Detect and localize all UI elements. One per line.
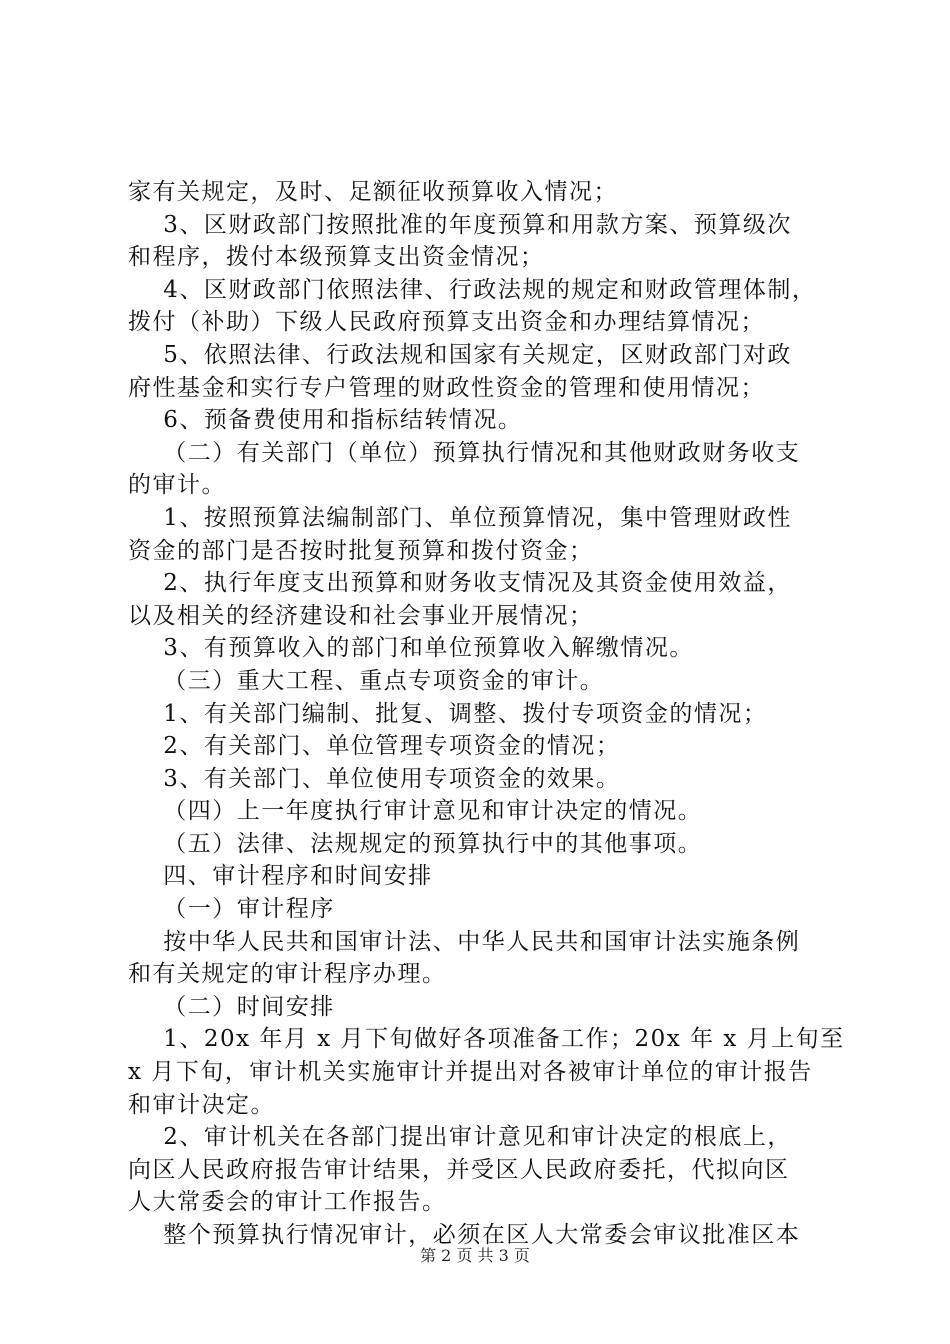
- text-line: （二）时间安排: [128, 993, 335, 1020]
- text-line: 2、执行年度支出预算和财务收支情况及其资金使用效益，: [128, 570, 792, 597]
- text-line: 以及相关的经济建设和社会事业开展情况；: [128, 602, 594, 629]
- text-line: （二）有关部门（单位）预算执行情况和其他财政财务收支: [128, 439, 801, 466]
- text-line: 家有关规定，及时、足额征收预算收入情况；: [128, 179, 618, 205]
- text-line: 四、审计程序和时间安排: [128, 863, 433, 890]
- text-line: 整个预算执行情况审计，必须在区人大常委会审议批准区本: [128, 1222, 801, 1248]
- text-line: 1、有关部门编制、批复、调整、拨付专项资金的情况；: [128, 700, 768, 727]
- text-line: 5、依照法律、行政法规和国家有关规定，区财政部门对政: [128, 341, 792, 368]
- text-line: 1、20x 年月 x 月下旬做好各项准备工作；20x 年 x 月上旬至: [128, 1026, 845, 1053]
- document-body: [128, 176, 845, 1252]
- text-line: 资金的部门是否按时批复预算和拨付资金；: [128, 537, 594, 564]
- text-line: 3、区财政部门按照批准的年度预算和用款方案、预算级次: [128, 211, 792, 238]
- text-line: （五）法律、法规规定的预算执行中的其他事项。: [128, 830, 703, 857]
- text-line: （一）审计程序: [128, 896, 335, 923]
- text-line: 和程序，拨付本级预算支出资金情况；: [128, 244, 545, 271]
- text-line: （三）重大工程、重点专项资金的审计。: [128, 667, 605, 694]
- text-line: 按中华人民共和国审计法、中华人民共和国审计法实施条例: [128, 928, 801, 955]
- text-line: 2、审计机关在各部门提出审计意见和审计决定的根底上，: [128, 1124, 792, 1151]
- text-line: 1、按照预算法编制部门、单位预算情况，集中管理财政性: [128, 504, 792, 531]
- page-number-footer: 第 2 页 共 3 页: [420, 1246, 530, 1265]
- text-line: 向区人民政府报告审计结果，并受区人民政府委托，代拟向区: [128, 1156, 790, 1183]
- text-line: 人大常委会的审计工作报告。: [128, 1189, 447, 1216]
- text-line: 和审计决定。: [128, 1091, 275, 1118]
- text-line: 拨付（补助）下级人民政府预算支出资金和办理结算情况；: [128, 309, 765, 336]
- text-line: x 月下旬，审计机关实施审计并提出对各被审计单位的审计报告: [128, 1059, 813, 1086]
- text-line: （四）上一年度执行审计意见和审计决定的情况。: [128, 798, 703, 825]
- text-line: 的审计。: [128, 472, 226, 499]
- text-line: 3、有关部门、单位使用专项资金的效果。: [128, 765, 621, 792]
- text-line: 和有关规定的审计程序办理。: [128, 961, 447, 988]
- text-line: 府性基金和实行专户管理的财政性资金的管理和使用情况；: [128, 374, 765, 401]
- text-line: 4、区财政部门依照法律、行政法规的规定和财政管理体制，: [128, 276, 817, 303]
- text-line: 2、有关部门、单位管理专项资金的情况；: [128, 733, 621, 760]
- text-line: 6、预备费使用和指标结转情况。: [128, 407, 523, 434]
- text-line: 3、有预算收入的部门和单位预算收入解缴情况。: [128, 635, 694, 662]
